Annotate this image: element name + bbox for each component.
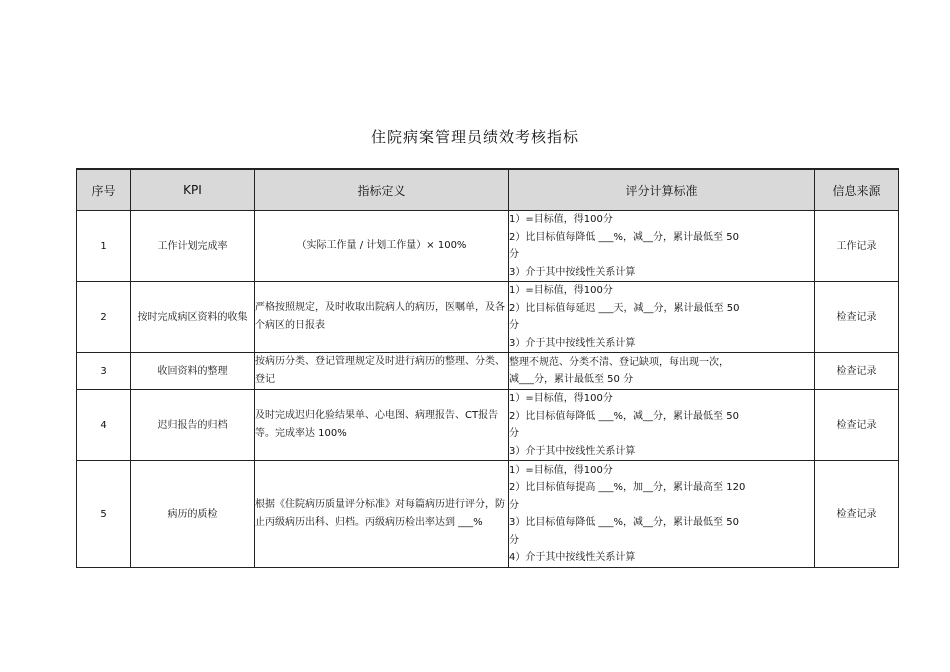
header-source: 信息来源 [815,169,899,211]
table-row [77,390,899,461]
row-kpi: 按时完成病区资料的收集 [131,282,255,353]
row-source: 检查记录 [815,353,899,390]
header-definition: 指标定义 [255,169,509,211]
table-row [77,282,899,353]
row-definition: 及时完成迟归化验结果单、心电图、病理报告、CT报告等。完成率达 100% [255,390,509,461]
criteria-line: 3）比目标值每降低 ___%，减__分，累计最低至 50 [509,517,739,528]
row-definition: 根据《住院病历质量评分标准》对每篇病历进行评分，防止丙级病历出科、归档。丙级病历检出率达到 ___% [255,461,509,568]
criteria-line: 3）介于其中按线性关系计算 [509,337,636,349]
criteria-line: 2）比目标值每延迟 ___天，减__分，累计最低至 50 [509,302,740,314]
criteria-line: 4）介于其中按线性关系计算 [509,552,636,563]
row-definition: 按病历分类、登记管理规定及时进行病历的整理、分类、登记 [255,353,509,390]
row-no: 2 [77,282,131,353]
row-kpi: 迟归报告的归档 [131,390,255,461]
row-definition: （实际工作量 / 计划工作量）× 100% [255,211,509,282]
table-row [77,461,899,568]
kpi-table [76,168,899,568]
criteria-line: 3）介于其中按线性关系计算 [509,445,636,457]
header-criteria: 评分计算标准 [509,169,815,211]
criteria-line: 1）=目标值，得100分 [509,285,613,296]
row-kpi: 病历的质检 [131,461,255,568]
criteria-line: 1）=目标值，得100分 [509,214,613,225]
table-row [77,353,899,390]
criteria-line: 2）比目标值每降低 ___%，减__分，累计最低至 50 [509,410,739,422]
criteria-line: 分 [509,534,519,546]
criteria-line: 1）=目标值，得100分 [509,393,613,404]
criteria-line: 整理不规范、分类不清、登记缺项，每出现一次， [509,356,729,368]
row-definition: 严格按照规定，及时收取出院病人的病历，医嘱单，及各个病区的日报表 [255,282,509,353]
criteria-line: 分 [509,320,519,331]
header-kpi: KPI [131,169,255,211]
criteria-line: 2）比目标值每提高 ___%，加__分，累计最高至 120 [509,482,746,493]
row-kpi: 工作计划完成率 [131,211,255,282]
criteria-line: 减___分，累计最低至 50 分 [509,374,634,385]
criteria-line: 1）=目标值，得100分 [509,464,613,476]
row-no: 4 [77,390,131,461]
criteria-line: 2）比目标值每降低 ___%，减__分，累计最低至 50 [509,231,739,243]
header-no: 序号 [77,169,131,211]
row-criteria [509,353,815,390]
criteria-line: 分 [509,428,519,439]
criteria-line: 分 [509,499,519,511]
row-source: 工作记录 [815,211,899,282]
row-criteria [509,461,815,568]
row-source: 检查记录 [815,461,899,568]
page-title: 住院病案管理员绩效考核指标 [370,128,579,146]
row-criteria [509,390,815,461]
row-criteria [509,282,815,353]
criteria-line: 分 [509,249,519,260]
table-row [77,211,899,282]
criteria-line: 3）介于其中按线性关系计算 [509,266,636,278]
row-criteria [509,211,815,282]
row-source: 检查记录 [815,390,899,461]
row-no: 1 [77,211,131,282]
row-source: 检查记录 [815,282,899,353]
row-kpi: 收回资料的整理 [131,353,255,390]
table-header-row [77,169,899,211]
row-no: 3 [77,353,131,390]
row-no: 5 [77,461,131,568]
